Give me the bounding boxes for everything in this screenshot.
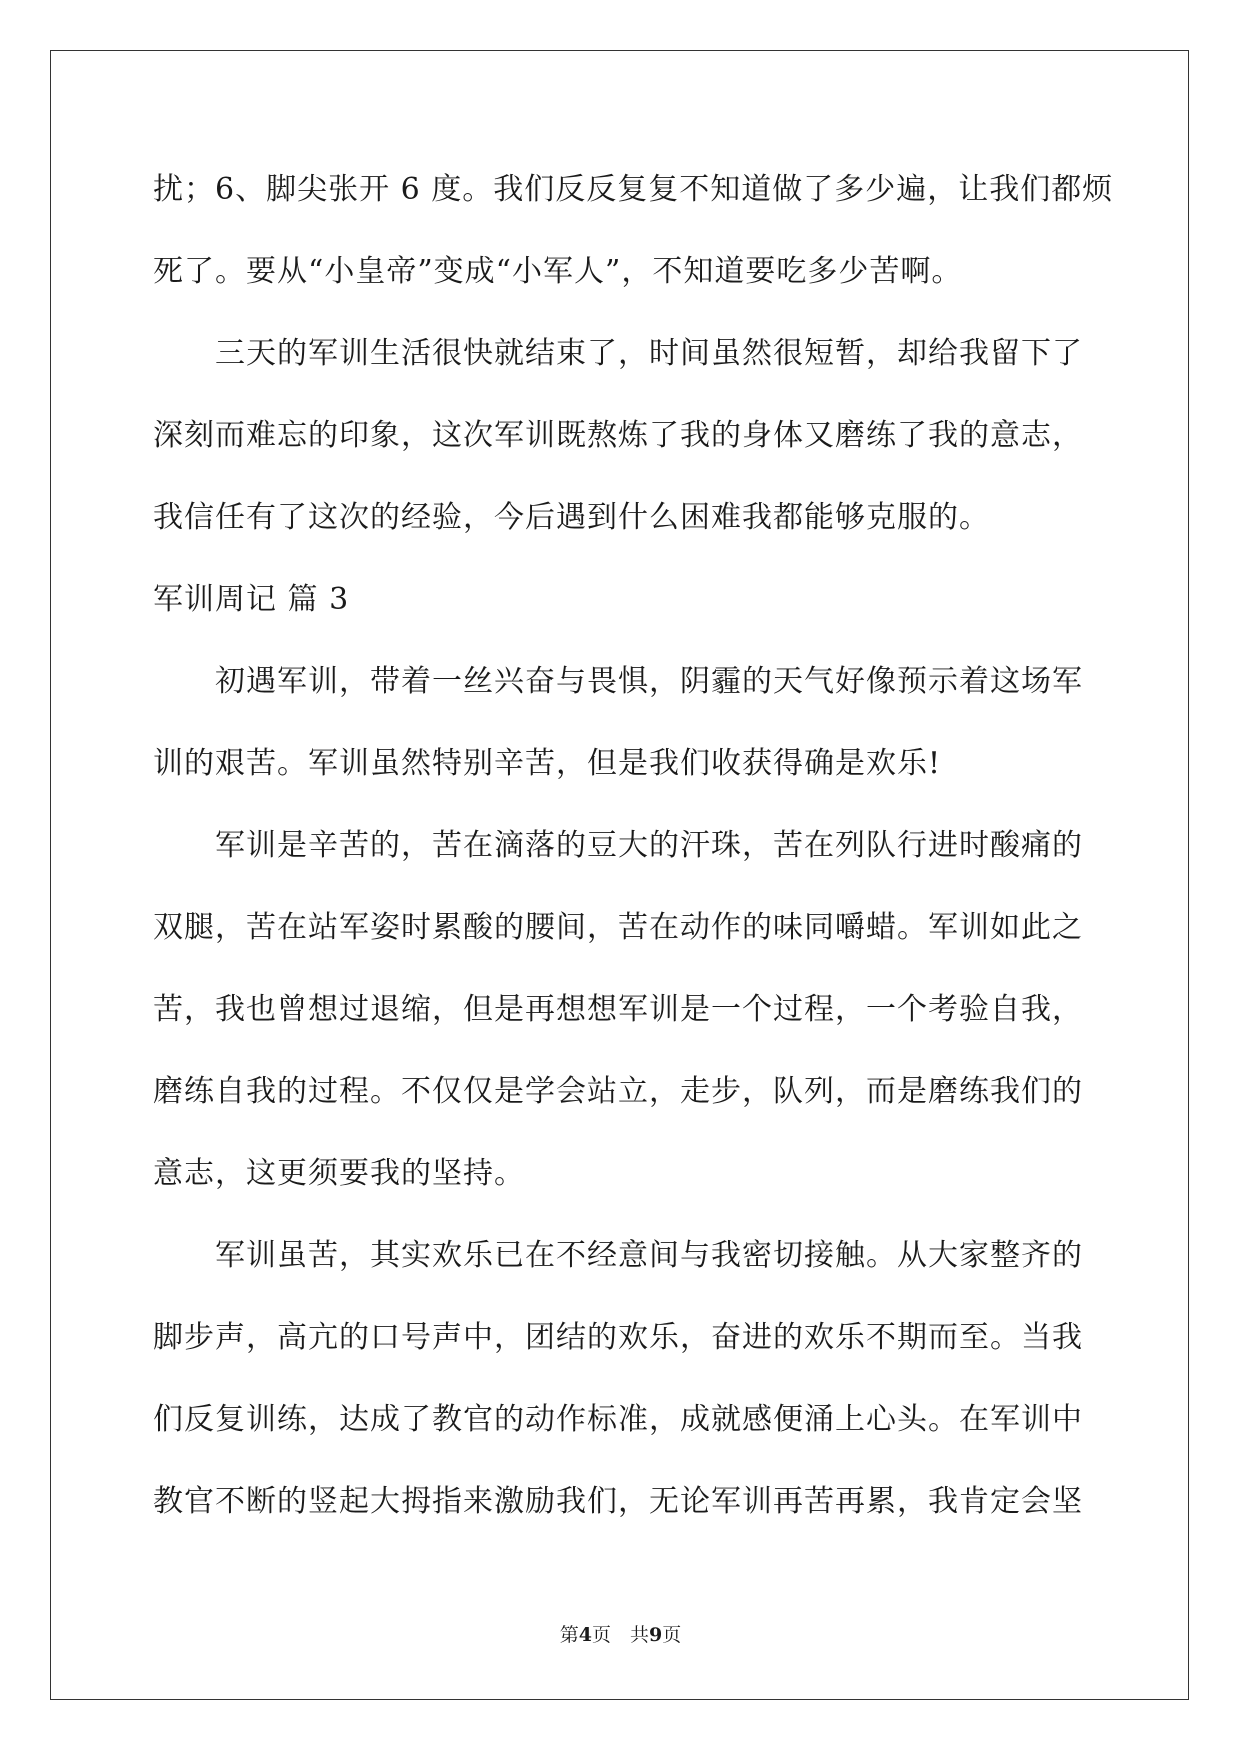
text-line: 双腿，苦在站军姿时累酸的腰间，苦在动作的味同嚼蜡。军训如此之	[153, 910, 1083, 945]
footer-prefix: 第	[559, 1624, 579, 1646]
text-line: 意志，这更须要我的坚持。	[153, 1156, 525, 1191]
text-line: 们反复训练，达成了教官的动作标准，成就感便涌上心头。在军训中	[153, 1402, 1083, 1437]
text-line: 军训是辛苦的，苦在滴落的豆大的汗珠，苦在列队行进时酸痛的	[153, 828, 1083, 863]
text-line: 教官不断的竖起大拇指来激励我们，无论军训再苦再累，我肯定会坚	[153, 1484, 1083, 1519]
text-line: 深刻而难忘的印象，这次军训既熬炼了我的身体又磨练了我的意志，	[153, 418, 1083, 453]
text-line: 初遇军训，带着一丝兴奋与畏惧，阴霾的天气好像预示着这场军	[153, 664, 1083, 699]
total-page-number: 9	[649, 1624, 663, 1646]
text-line: 军训虽苦，其实欢乐已在不经意间与我密切接触。从大家整齐的	[153, 1238, 1083, 1273]
page-footer	[0, 1620, 1241, 1647]
section-heading: 军训周记 篇 3	[153, 582, 350, 617]
page-border	[50, 50, 1189, 1700]
footer-suffix: 页	[662, 1624, 682, 1646]
current-page-number: 4	[578, 1624, 592, 1646]
footer-middle: 页 共	[591, 1624, 649, 1646]
text-line: 脚步声，高亢的口号声中，团结的欢乐，奋进的欢乐不期而至。当我	[153, 1320, 1083, 1355]
text-line: 苦，我也曾想过退缩，但是再想想军训是一个过程，一个考验自我，	[153, 992, 1083, 1027]
text-line: 三天的军训生活很快就结束了，时间虽然很短暂，却给我留下了	[153, 336, 1083, 371]
text-line: 训的艰苦。军训虽然特别辛苦，但是我们收获得确是欢乐!	[153, 746, 942, 781]
text-line: 磨练自我的过程。不仅仅是学会站立，走步，队列，而是磨练我们的	[153, 1074, 1083, 1109]
text-line: 扰；6、脚尖张开 6 度。我们反反复复不知道做了多少遍，让我们都烦	[153, 172, 1114, 207]
text-line: 我信任有了这次的经验，今后遇到什么困难我都能够克服的。	[153, 500, 990, 535]
text-line: 死了。要从“小皇帝”变成“小军人”，不知道要吃多少苦啊。	[153, 254, 963, 289]
